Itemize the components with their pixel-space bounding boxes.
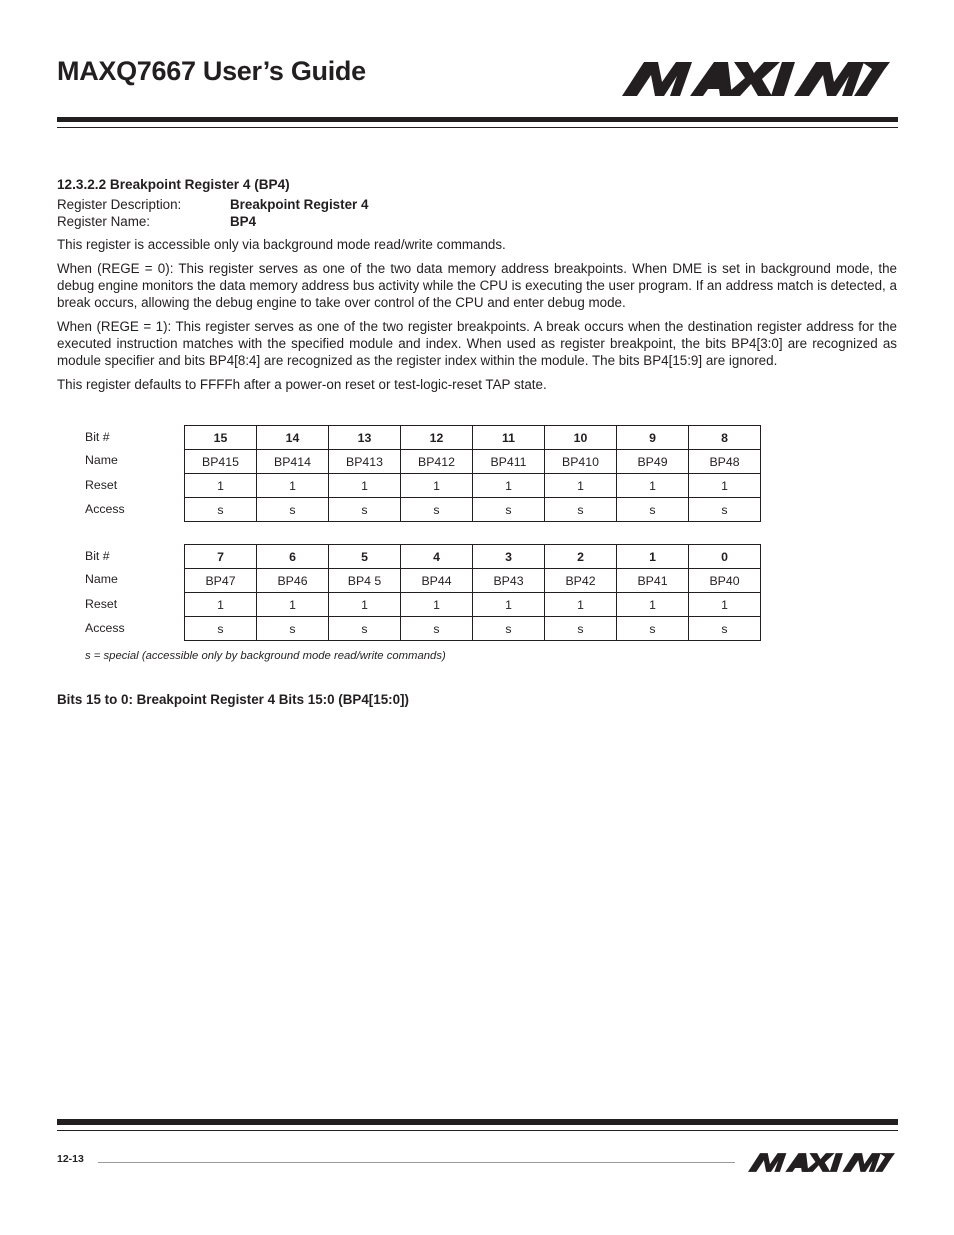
bit-cell: 3 — [473, 545, 545, 569]
bit-cell: 9 — [617, 426, 689, 450]
footer-rule-thin — [57, 1130, 898, 1131]
paragraph-rege-1: When (REGE = 1): This register serves as one of the two register breakpoints. A break occurs when the destination register address for the executed instruction matches with the specified module and index. When used as register breakpoint, the bits BP4[3:0] are recognized as module specifier and bits BP4[8:4] are recognized as the register index within the module. The bits BP4[15:9] are ignored. — [57, 319, 897, 368]
maxim-logo — [622, 62, 890, 96]
register-name-row — [57, 213, 897, 230]
bit-name-cell: BP47 — [185, 569, 257, 593]
bit-reset-cell: 1 — [545, 593, 617, 617]
bit-cell: 7 — [185, 545, 257, 569]
bit-cell: 15 — [185, 426, 257, 450]
bit-access-cell: s — [689, 498, 761, 522]
bit-access-row — [185, 617, 761, 641]
bit-name-row — [185, 569, 761, 593]
bit-access-cell: s — [689, 617, 761, 641]
footer-dash-line — [98, 1162, 735, 1163]
access-footnote: s = special (accessible only by background mode read/write commands) — [85, 650, 446, 662]
bit-cell: 0 — [689, 545, 761, 569]
bit-access-cell: s — [257, 617, 329, 641]
bit-reset-cell: 1 — [401, 593, 473, 617]
bit-name-cell: BP44 — [401, 569, 473, 593]
footer-rule-thick — [57, 1119, 898, 1125]
bit-number-row — [185, 426, 761, 450]
row-label-name: Name — [85, 453, 118, 467]
header-rule-thin — [57, 127, 898, 128]
bit-reset-cell: 1 — [545, 474, 617, 498]
row-label-bit: Bit # — [85, 549, 110, 563]
bit-name-cell: BP42 — [545, 569, 617, 593]
bit-reset-cell: 1 — [257, 593, 329, 617]
maxim-logo — [748, 1153, 895, 1172]
bit-name-cell: BP411 — [473, 450, 545, 474]
bit-reset-cell: 1 — [257, 474, 329, 498]
row-label-reset: Reset — [85, 478, 118, 492]
bit-reset-cell: 1 — [401, 474, 473, 498]
bit-access-cell: s — [617, 617, 689, 641]
bit-access-cell: s — [329, 498, 401, 522]
bit-name-cell: BP412 — [401, 450, 473, 474]
bit-reset-cell: 1 — [185, 593, 257, 617]
bit-access-row — [185, 498, 761, 522]
bit-access-cell: s — [329, 617, 401, 641]
bit-reset-cell: 1 — [473, 474, 545, 498]
bit-cell: 10 — [545, 426, 617, 450]
row-label-bit: Bit # — [85, 430, 110, 444]
bit-access-cell: s — [545, 498, 617, 522]
register-description-label: Register Description: — [57, 197, 182, 212]
bit-name-cell: BP4 5 — [329, 569, 401, 593]
bit-reset-cell: 1 — [329, 593, 401, 617]
bit-name-cell: BP414 — [257, 450, 329, 474]
row-label-access: Access — [85, 502, 125, 516]
bit-access-cell: s — [545, 617, 617, 641]
bit-access-cell: s — [185, 617, 257, 641]
page-number: 12-13 — [57, 1153, 84, 1165]
bit-cell: 5 — [329, 545, 401, 569]
bit-name-cell: BP413 — [329, 450, 401, 474]
bit-cell: 6 — [257, 545, 329, 569]
bit-access-cell: s — [617, 498, 689, 522]
paragraph-default: This register defaults to FFFFh after a power-on reset or test-logic-reset TAP state. — [57, 377, 547, 392]
bit-name-cell: BP49 — [617, 450, 689, 474]
register-description-row — [57, 196, 897, 213]
bit-cell: 4 — [401, 545, 473, 569]
bit-name-cell: BP41 — [617, 569, 689, 593]
bits-description-heading: Bits 15 to 0: Breakpoint Register 4 Bits 15:0 (BP4[15:0]) — [57, 692, 409, 707]
bit-access-cell: s — [401, 617, 473, 641]
bit-cell: 12 — [401, 426, 473, 450]
bit-cell: 11 — [473, 426, 545, 450]
row-label-name: Name — [85, 572, 118, 586]
bit-name-cell: BP40 — [689, 569, 761, 593]
register-name-label: Register Name: — [57, 214, 151, 229]
bit-name-cell: BP415 — [185, 450, 257, 474]
bit-cell: 14 — [257, 426, 329, 450]
bit-access-cell: s — [473, 498, 545, 522]
bit-name-cell: BP46 — [257, 569, 329, 593]
bit-table-low — [184, 544, 761, 641]
section-heading: 12.3.2.2 Breakpoint Register 4 (BP4) — [57, 177, 290, 192]
bit-number-row — [185, 545, 761, 569]
bit-reset-row — [185, 593, 761, 617]
row-label-access: Access — [85, 621, 125, 635]
bit-name-cell: BP43 — [473, 569, 545, 593]
bit-access-cell: s — [257, 498, 329, 522]
bit-name-cell: BP410 — [545, 450, 617, 474]
page-title: MAXQ7667 User’s Guide — [57, 56, 366, 86]
bit-cell: 1 — [617, 545, 689, 569]
bit-name-row — [185, 450, 761, 474]
bit-reset-cell: 1 — [617, 593, 689, 617]
bit-cell: 2 — [545, 545, 617, 569]
paragraph-access: This register is accessible only via background mode read/write commands. — [57, 237, 506, 252]
bit-reset-row — [185, 474, 761, 498]
bit-reset-cell: 1 — [689, 474, 761, 498]
bit-reset-cell: 1 — [185, 474, 257, 498]
bit-name-cell: BP48 — [689, 450, 761, 474]
bit-cell: 13 — [329, 426, 401, 450]
bit-table-high — [184, 425, 761, 522]
row-label-reset: Reset — [85, 597, 118, 611]
header-rule-thick — [57, 117, 898, 122]
bit-reset-cell: 1 — [689, 593, 761, 617]
register-description-value: Breakpoint Register 4 — [230, 197, 369, 212]
paragraph-rege-0: When (REGE = 0): This register serves as one of the two data memory address breakpoints. When DME is set in background mode, the debug engine monitors the data memory address bus activity while the CPU is executing the user program. If an address match is detected, a break occurs, allowing the debug engine to take over control of the CPU and enter debug mode. — [57, 261, 897, 310]
bit-reset-cell: 1 — [473, 593, 545, 617]
bit-cell: 8 — [689, 426, 761, 450]
bit-access-cell: s — [185, 498, 257, 522]
bit-reset-cell: 1 — [617, 474, 689, 498]
bit-reset-cell: 1 — [329, 474, 401, 498]
section-content — [57, 176, 897, 393]
bit-access-cell: s — [401, 498, 473, 522]
bit-access-cell: s — [473, 617, 545, 641]
register-name-value: BP4 — [230, 214, 257, 229]
